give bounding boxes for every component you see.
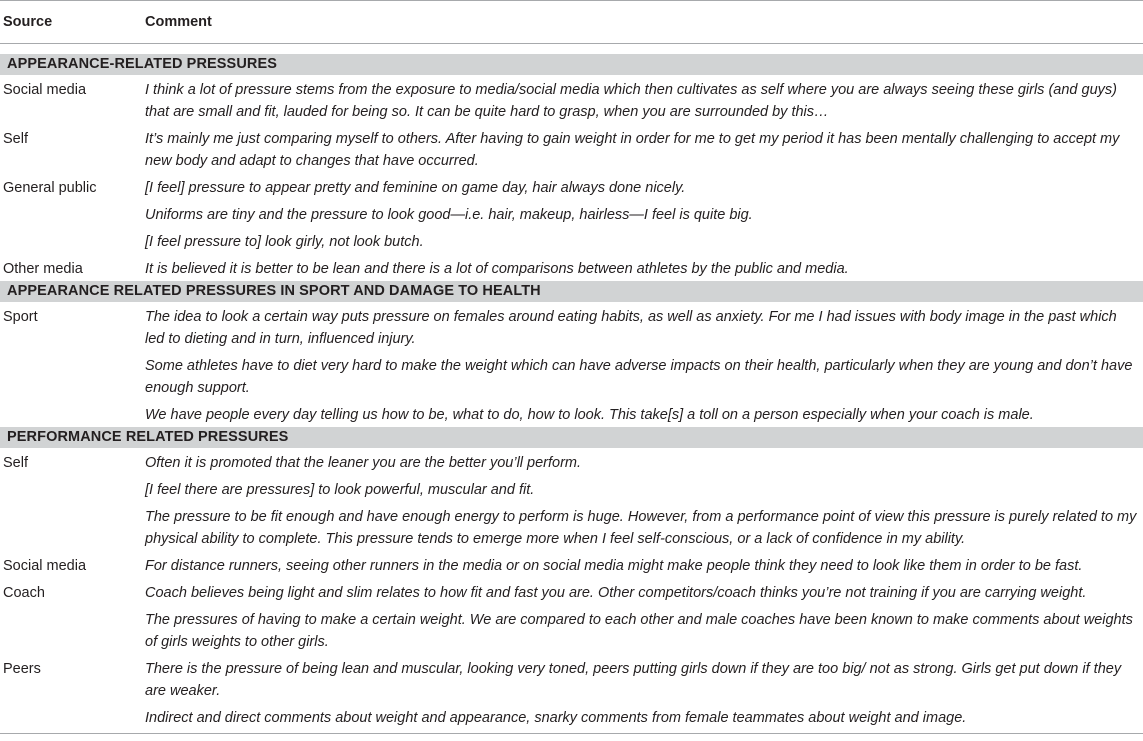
source-column-header: Source	[3, 14, 53, 30]
comment-cell: We have people every day telling us how to be, what to do, how to look. This take[s] a toll on a person especially when your coach is male.	[145, 407, 1034, 423]
comment-cell: It’s mainly me just comparing myself to others. After having to gain weight in order for me to get my period it has been mentally challenging to accept my new body and adapt to changes that have occurred.	[145, 131, 1120, 169]
comment-column-header: Comment	[145, 14, 212, 30]
table-row	[0, 502, 1143, 551]
comment-cell: Indirect and direct comments about weight and appearance, snarky comments from female teammates about weight and image.	[145, 710, 967, 726]
source-cell: Social media	[3, 558, 87, 574]
table-bottom-rule	[0, 733, 1143, 734]
table-row	[0, 605, 1143, 654]
table-body	[0, 54, 1143, 730]
table-row	[0, 448, 1143, 475]
comment-cell: [I feel pressure to] look girly, not look butch.	[145, 234, 424, 250]
table-row	[0, 173, 1143, 200]
comment-cell: Coach believes being light and slim relates to how fit and fast you are. Other competitors/coach thinks you’re not training if you are carrying weight.	[145, 585, 1087, 601]
table-row	[0, 551, 1143, 578]
table-row	[0, 124, 1143, 173]
comment-cell: For distance runners, seeing other runners in the media or on social media might make people think they need to look like them in order to be fast.	[145, 558, 1083, 574]
table-row	[0, 703, 1143, 730]
table-row	[0, 254, 1143, 281]
comment-cell: I think a lot of pressure stems from the exposure to media/social media which then cultivates as self where you are always seeing these girls (and guys) that are small and fit, lauded for being so. It can be quite hard to grasp, when you are surrounded by this…	[145, 82, 1117, 120]
comment-cell: Uniforms are tiny and the pressure to look good—i.e. hair, makeup, hairless—I feel is quite big.	[145, 207, 753, 223]
source-cell: Self	[3, 455, 28, 471]
table-row	[0, 475, 1143, 502]
table-row	[0, 400, 1143, 427]
source-cell: Sport	[3, 309, 38, 325]
table-row	[0, 578, 1143, 605]
comment-cell: The pressures of having to make a certain weight. We are compared to each other and male coaches have been known to make comments about weights of girls weights to other girls.	[145, 612, 1133, 650]
source-cell: General public	[3, 180, 97, 196]
table-row	[0, 302, 1143, 351]
source-cell: Coach	[3, 585, 45, 601]
comment-cell: There is the pressure of being lean and muscular, looking very toned, peers putting girls down if they are too big/ not as strong. Girls get put down if they are weaker.	[145, 661, 1122, 699]
source-cell: Self	[3, 131, 28, 147]
comment-cell: The idea to look a certain way puts pressure on females around eating habits, as well as anxiety. For me I had issues with body image in the past which led to dieting and in turn, influenced injury.	[145, 309, 1117, 347]
comment-cell: [I feel] pressure to appear pretty and feminine on game day, hair always done nicely.	[145, 180, 686, 196]
comment-cell: Often it is promoted that the leaner you are the better you’ll perform.	[145, 455, 582, 471]
comment-cell: The pressure to be fit enough and have enough energy to perform is huge. However, from a performance point of view this pressure is purely related to my physical ability to complete. This pressure tends to emerge more when I feel self-conscious, or a lack of confidence in my ability.	[145, 509, 1137, 547]
comment-cell: Some athletes have to diet very hard to make the weight which can have adverse impacts on their health, particularly when they are young and don’t have enough support.	[145, 358, 1133, 396]
source-cell: Peers	[3, 661, 41, 677]
table-row	[0, 227, 1143, 254]
header-spacer	[0, 44, 1143, 54]
comment-cell: It is believed it is better to be lean and there is a lot of comparisons between athletes by the public and media.	[145, 261, 849, 277]
section-heading: PERFORMANCE RELATED PRESSURES	[0, 427, 1143, 448]
source-cell: Social media	[3, 82, 87, 98]
section-heading: APPEARANCE RELATED PRESSURES IN SPORT AND DAMAGE TO HEALTH	[0, 281, 1143, 302]
section-heading: APPEARANCE-RELATED PRESSURES	[0, 54, 1143, 75]
table-row	[0, 200, 1143, 227]
source-cell: Other media	[3, 261, 83, 277]
table-row	[0, 75, 1143, 124]
table-row	[0, 351, 1143, 400]
table-row	[0, 654, 1143, 703]
table-header	[0, 0, 1143, 44]
comment-cell: [I feel there are pressures] to look powerful, muscular and fit.	[145, 482, 535, 498]
